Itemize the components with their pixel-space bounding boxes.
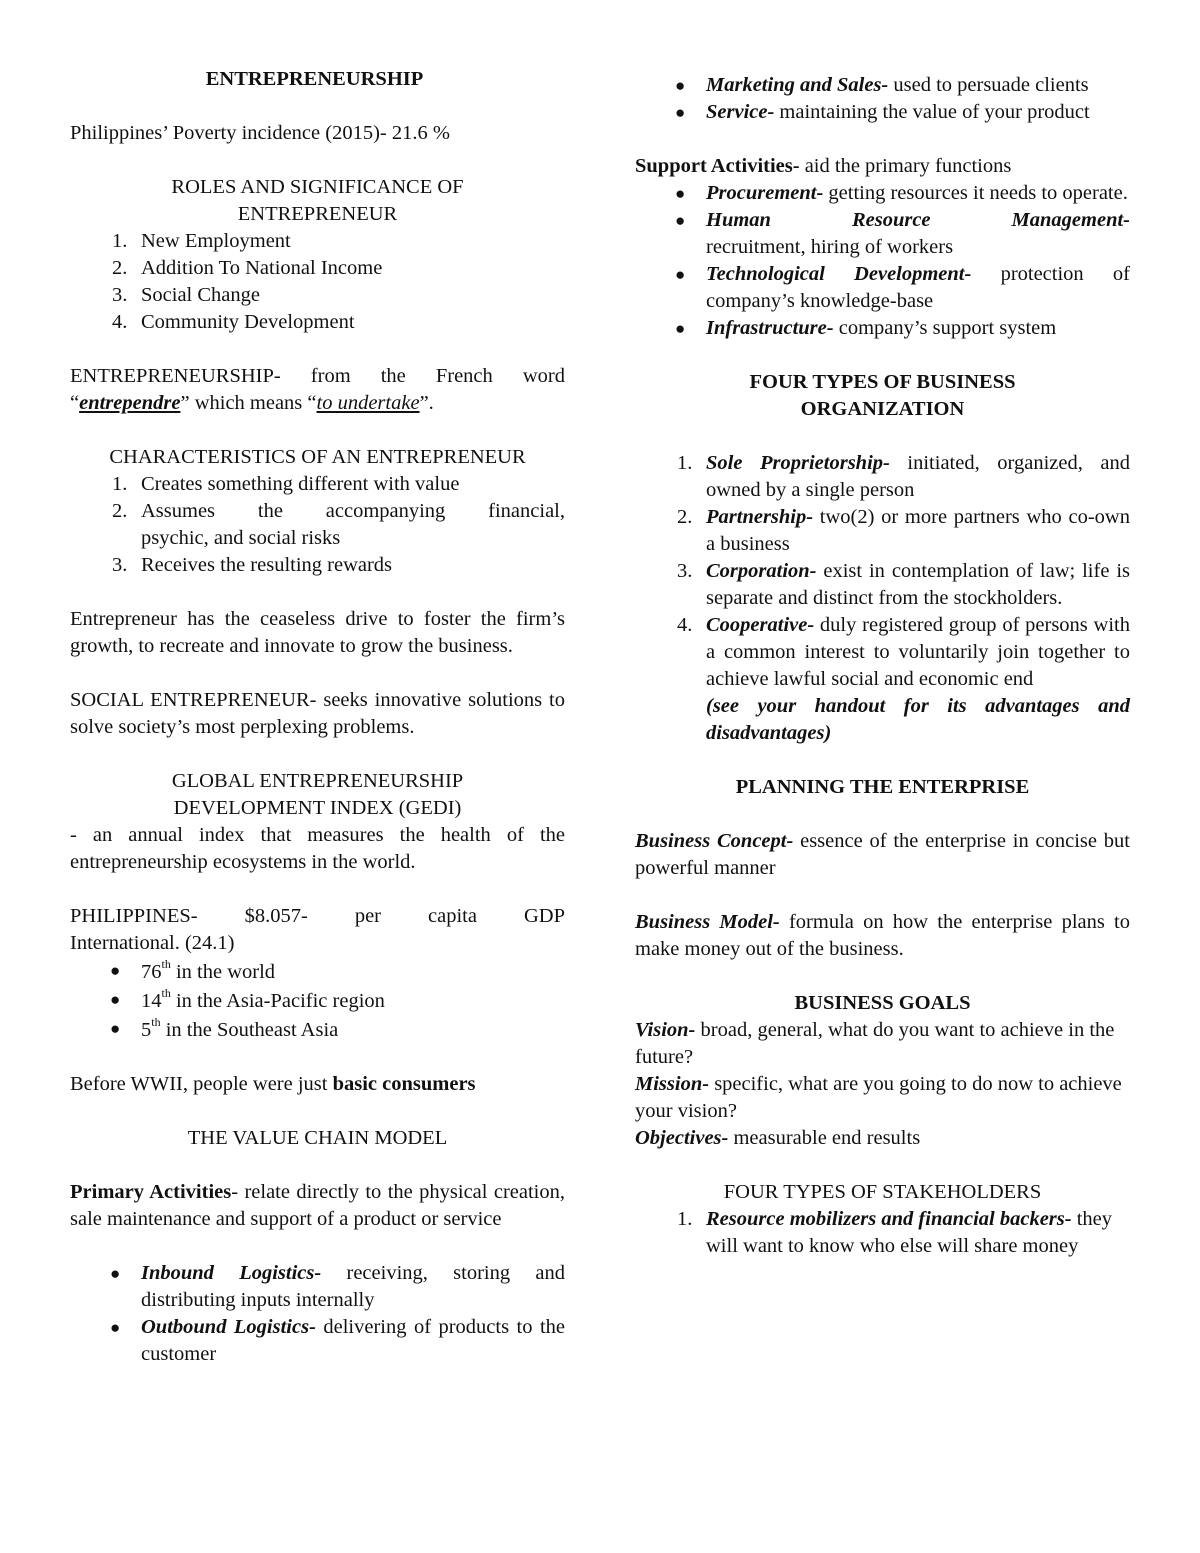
list-item bbox=[635, 261, 1130, 315]
org-term: Partnership- bbox=[706, 506, 814, 528]
list-number: 2. bbox=[112, 500, 128, 522]
concept-term: Business Concept- bbox=[635, 830, 794, 852]
activity-term: Inbound Logistics- bbox=[141, 1262, 322, 1284]
activity-term: Infrastructure- bbox=[706, 317, 834, 339]
list-item bbox=[70, 1314, 565, 1368]
gedi-heading-line1: GLOBAL ENTREPRENEURSHIP bbox=[171, 770, 464, 792]
wwii-line bbox=[70, 1071, 565, 1098]
goal-objectives bbox=[635, 1125, 1130, 1152]
bullet-icon bbox=[110, 1015, 120, 1042]
list-item bbox=[635, 180, 1130, 207]
list-item bbox=[635, 1206, 1130, 1260]
org-desc: two(2) or more partners who co-own a business bbox=[706, 506, 1130, 555]
bullet-icon bbox=[675, 99, 685, 126]
list-item-text: Social Change bbox=[141, 284, 260, 306]
list-item bbox=[70, 282, 565, 309]
list-item bbox=[635, 612, 1130, 747]
list-item bbox=[635, 99, 1130, 126]
wwii-emphasis: basic consumers bbox=[332, 1073, 476, 1095]
list-item-text: New Employment bbox=[141, 230, 291, 252]
list-item bbox=[70, 1015, 565, 1044]
org-term: Sole Proprietorship- bbox=[706, 452, 890, 474]
planning-heading: PLANNING THE ENTERPRISE bbox=[735, 776, 1030, 798]
roles-heading-line1: ROLES AND SIGNIFICANCE OF bbox=[171, 176, 464, 198]
activity-desc: recruitment, hiring of workers bbox=[706, 236, 954, 258]
goal-term: Mission- bbox=[635, 1073, 710, 1095]
list-item-text: psychic, and social risks bbox=[141, 527, 341, 549]
bullet-icon bbox=[110, 957, 120, 984]
rank-number: 76 bbox=[141, 961, 162, 983]
list-item bbox=[635, 207, 1130, 261]
list-item-text: Community Development bbox=[141, 311, 355, 333]
list-item-text: Creates something different with value bbox=[141, 473, 460, 495]
business-model-paragraph bbox=[635, 909, 1130, 963]
list-number: 1. bbox=[112, 230, 128, 252]
org-types-list bbox=[635, 450, 1130, 747]
list-number: 4. bbox=[677, 614, 693, 636]
philippines-gdp-line2: International. (24.1) bbox=[70, 932, 235, 954]
bullet-icon bbox=[110, 1260, 120, 1287]
wwii-text: Before WWII, people were just bbox=[70, 1073, 333, 1095]
business-concept-paragraph bbox=[635, 828, 1130, 882]
list-number: 3. bbox=[677, 560, 693, 582]
list-item bbox=[70, 498, 565, 552]
list-item-text: Receives the resulting rewards bbox=[141, 554, 393, 576]
org-desc: initiated, organized, and owned by a single person bbox=[706, 452, 1130, 501]
org-term: Corporation- bbox=[706, 560, 817, 582]
stakeholder-term: Resource mobilizers and financial backers- bbox=[706, 1208, 1072, 1230]
goal-term: Vision- bbox=[635, 1019, 696, 1041]
rank-number: 5 bbox=[141, 1019, 152, 1041]
definition-line bbox=[70, 390, 565, 417]
list-number: 2. bbox=[112, 257, 128, 279]
org-term: Cooperative- bbox=[706, 614, 815, 636]
activity-term: Human Resource Management- bbox=[706, 209, 1130, 231]
list-item bbox=[70, 255, 565, 282]
value-chain-heading: THE VALUE CHAIN MODEL bbox=[187, 1127, 448, 1149]
list-item bbox=[70, 957, 565, 986]
rank-text: in the world bbox=[170, 961, 276, 983]
list-number: 4. bbox=[112, 311, 128, 333]
activity-desc: company’s support system bbox=[833, 317, 1057, 339]
social-entrepreneur-paragraph: SOCIAL ENTREPRENEUR- seeks innovative solutions to solve society’s most perplexing problems. bbox=[70, 689, 565, 738]
list-item bbox=[70, 552, 565, 579]
activity-term: Service- bbox=[706, 101, 775, 123]
activity-desc: getting resources it needs to operate. bbox=[823, 182, 1128, 204]
poverty-line: Philippines’ Poverty incidence (2015)- 21.6 % bbox=[70, 122, 450, 144]
activity-desc: protection of company’s knowledge-base bbox=[706, 263, 1130, 312]
quote-close: ”. bbox=[419, 392, 434, 414]
concept-desc: essence of the enterprise in concise but powerful manner bbox=[635, 830, 1130, 879]
org-types-heading-line2: ORGANIZATION bbox=[800, 398, 965, 420]
philippines-gdp-line1: PHILIPPINES- $8.057- per capita GDP bbox=[70, 905, 565, 927]
bullet-icon bbox=[675, 72, 685, 99]
definition-line: ENTREPRENEURSHIP- from the French word bbox=[70, 365, 565, 387]
list-item-text: Addition To National Income bbox=[141, 257, 383, 279]
roles-heading-line2: ENTREPRENEUR bbox=[237, 203, 398, 225]
activity-term: Marketing and Sales- bbox=[706, 74, 889, 96]
goal-term: Objectives- bbox=[635, 1127, 729, 1149]
list-item bbox=[635, 558, 1130, 612]
goal-mission bbox=[635, 1071, 1130, 1125]
rank-text: in the Southeast Asia bbox=[160, 1019, 339, 1041]
quote-open: “ bbox=[70, 392, 80, 414]
list-number: 1. bbox=[112, 473, 128, 495]
list-item bbox=[70, 471, 565, 498]
definition-connector: ” which means “ bbox=[180, 392, 317, 414]
list-item bbox=[635, 72, 1130, 99]
primary-activities-list-continued bbox=[635, 72, 1130, 126]
gedi-description: - an annual index that measures the health of the entrepreneurship ecosystems in the world. bbox=[70, 824, 565, 873]
page-title: ENTREPRENEURSHIP bbox=[205, 68, 424, 90]
characteristics-heading: CHARACTERISTICS OF AN ENTREPRENEUR bbox=[109, 446, 526, 468]
org-desc: exist in contemplation of law; life is separate and distinct from the stockholders. bbox=[706, 560, 1130, 609]
characteristics-list bbox=[70, 471, 565, 579]
rank-suffix: th bbox=[161, 986, 171, 1001]
primary-activities-list bbox=[70, 1260, 565, 1368]
left-column bbox=[70, 66, 565, 1368]
right-column bbox=[635, 72, 1130, 1260]
primary-activities-paragraph bbox=[70, 1179, 565, 1233]
goal-desc: measurable end results bbox=[728, 1127, 921, 1149]
list-item bbox=[70, 1260, 565, 1314]
bullet-icon bbox=[675, 315, 685, 342]
entrepreneurship-definition bbox=[70, 363, 565, 417]
activity-term: Procurement- bbox=[706, 182, 824, 204]
support-activities-list bbox=[635, 180, 1130, 342]
rank-number: 14 bbox=[141, 990, 162, 1012]
list-item bbox=[635, 315, 1130, 342]
bullet-icon bbox=[110, 986, 120, 1013]
goal-vision bbox=[635, 1017, 1130, 1071]
stakeholders-heading: FOUR TYPES OF STAKEHOLDERS bbox=[723, 1181, 1042, 1203]
french-word: entrependre bbox=[79, 392, 181, 414]
list-item bbox=[70, 309, 565, 336]
rank-suffix: th bbox=[161, 957, 171, 972]
support-activities-line bbox=[635, 153, 1130, 180]
activity-desc: maintaining the value of your product bbox=[774, 101, 1090, 123]
list-number: 3. bbox=[112, 284, 128, 306]
list-item bbox=[70, 228, 565, 255]
list-number: 3. bbox=[112, 554, 128, 576]
goal-desc: broad, general, what do you want to achieve in the future? bbox=[635, 1019, 1115, 1068]
model-term: Business Model- bbox=[635, 911, 780, 933]
gedi-heading-line2: DEVELOPMENT INDEX (GEDI) bbox=[173, 797, 462, 819]
stakeholders-list bbox=[635, 1206, 1130, 1260]
stakeholder-desc: they will want to know who else will share money bbox=[706, 1208, 1113, 1257]
activity-term: Outbound Logistics- bbox=[141, 1316, 316, 1338]
activity-term: Technological Development- bbox=[706, 263, 972, 285]
rank-text: in the Asia-Pacific region bbox=[170, 990, 385, 1012]
bullet-icon bbox=[675, 207, 685, 234]
primary-activities-label: Primary Activities bbox=[70, 1181, 232, 1203]
model-desc: formula on how the enterprise plans to make money out of the business. bbox=[635, 911, 1130, 960]
rank-suffix: th bbox=[151, 1015, 161, 1030]
word-meaning: to undertake bbox=[316, 392, 420, 414]
org-desc: duly registered group of persons with a common interest to voluntarily join together to achieve lawful social and economic end bbox=[706, 614, 1130, 690]
list-item bbox=[635, 450, 1130, 504]
bullet-icon bbox=[110, 1314, 120, 1341]
list-number: 2. bbox=[677, 506, 693, 528]
business-goals-heading: BUSINESS GOALS bbox=[794, 992, 971, 1014]
list-number: 1. bbox=[677, 452, 693, 474]
bullet-icon bbox=[675, 180, 685, 207]
rankings-list bbox=[70, 957, 565, 1044]
list-number: 1. bbox=[677, 1208, 693, 1230]
primary-activities-text: - relate directly to the physical creation, sale maintenance and support of a product or service bbox=[70, 1181, 565, 1230]
list-item-text: Assumes the accompanying financial, bbox=[141, 500, 565, 522]
support-activities-label: Support Activities- bbox=[635, 155, 800, 177]
activity-desc: receiving, storing and distributing inputs internally bbox=[141, 1262, 566, 1311]
activity-desc: used to persuade clients bbox=[888, 74, 1089, 96]
support-activities-text: aid the primary functions bbox=[799, 155, 1012, 177]
org-types-heading-line1: FOUR TYPES OF BUSINESS bbox=[749, 371, 1016, 393]
roles-list bbox=[70, 228, 565, 336]
entrepreneur-drive-paragraph: Entrepreneur has the ceaseless drive to foster the firm’s growth, to recreate and innovate to grow the business. bbox=[70, 608, 565, 657]
goal-desc: specific, what are you going to do now to achieve your vision? bbox=[635, 1073, 1122, 1122]
bullet-icon bbox=[675, 261, 685, 288]
list-item bbox=[635, 504, 1130, 558]
list-item bbox=[70, 986, 565, 1015]
activity-desc: delivering of products to the customer bbox=[141, 1316, 565, 1365]
handout-note: (see your handout for its advantages and disadvantages) bbox=[706, 695, 1130, 744]
